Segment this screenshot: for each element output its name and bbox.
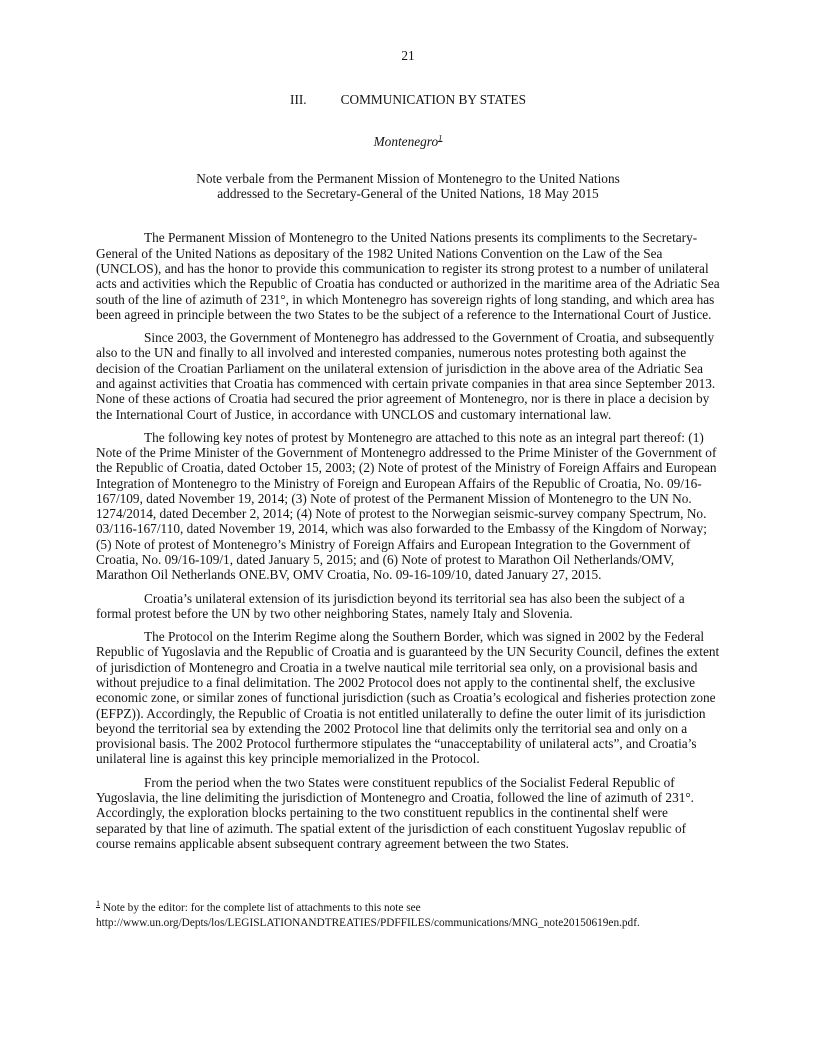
footnote xyxy=(96,901,720,930)
paragraph-key-notes-of-protest: The following key notes of protest by Montenegro are attached to this note as an integral part thereof: (1) Note of the Prime Minister of the Government of Montenegro addressed to the Prime Minister of the Government of the Republic of Croatia, dated October 15, 2003; (2) Note of protest of the Ministry of Foreign Affairs and European Integration of Montenegro to the Ministry of Foreign and European Affairs of the Republic of Croatia, No. 09/16-167/109, dated November 19, 2014; (3) Note of protest of the Permanent Mission of Montenegro to the UN No. 1274/2014, dated December 2, 2014; (4) Note of protest to the Norwegian seismic-survey company Spectrum, No. 03/116-167/110, dated November 19, 2014, which was also forwarded to the Embassy of the Kingdom of Norway; (5) Note of protest of Montenegro’s Ministry of Foreign Affairs and European Integration to the Government of Croatia, No. 09/16-109/1, dated January 5, 2015; and (6) Note of protest to Marathon Oil Netherlands/OMV, Marathon Oil Netherlands ONE.BV, OMV Croatia, No. 09-16-109/10, dated January 27, 2015. xyxy=(96,429,717,583)
footnote-reference-mark: 1 xyxy=(438,132,443,143)
country-heading xyxy=(96,134,720,149)
note-verbale-title xyxy=(96,171,720,202)
paragraph-2002-protocol: The Protocol on the Interim Regime along the Southern Border, which was signed in 2002 by the Federal Republic of Yugoslavia and the Republic of Croatia and is guaranteed by the UN Security Council, defines the extent of jurisdiction of Montenegro and Croatia in a twelve nautical mile territorial sea only, on a provisional basis and without prejudice to a final delimitation. The 2002 Protocol does not apply to the continental shelf, the exclusive economic zone, or similar zones of functional jurisdiction (such as Croatia’s ecological and fisheries protection zone (EFPZ)). Accordingly, the Republic of Croatia is not entitled unilaterally to define the outer limit of its jurisdiction beyond the territorial sea by extending the 2002 Protocol line that delimits only the territorial sea and only on a provisional basis. The 2002 Protocol furthermore stipulates the “unacceptability of unilateral acts”, and Croatia’s unilateral line is against this key principle memorialized in the Protocol. xyxy=(96,629,720,767)
country-name: Montenegro xyxy=(373,133,439,149)
footnote-url: http://www.un.org/Depts/los/LEGISLATIONANDTREATIES/PDFFILES/communications/MNG_note20150619en.pdf. xyxy=(96,916,640,929)
footnote-text: Note by the editor: for the complete list of attachments to this note see xyxy=(102,902,421,914)
section-heading xyxy=(96,92,720,107)
paragraph-italy-slovenia-protest: Croatia’s unilateral extension of its jurisdiction beyond its territorial sea has also been the subject of a formal protest before the UN by two other neighboring States, namely Italy and Slovenia. xyxy=(96,590,685,621)
paragraph-constituent-republics: From the period when the two States were constituent republics of the Socialist Federal Republic of Yugoslavia, the line delimiting the jurisdiction of Montenegro and Croatia, followed the line of azimuth of 231°. Accordingly, the exploration blocks pertaining to the two constituent republics in the continental shelf were separated by that line of azimuth. The spatial extent of the jurisdiction of each constituent Yugoslav republic of course remains applicable absent subsequent contrary agreement between the two States. xyxy=(96,774,695,851)
page-number: 21 xyxy=(401,48,415,63)
footnote-number: 1 xyxy=(96,899,101,909)
paragraph-compliments: The Permanent Mission of Montenegro to the United Nations presents its compliments to the Secretary-General of the United Nations as depositary of the 1982 United Nations Convention on the Law of the Sea (UNCLOS), and has the honor to provide this communication to register its strong protest to a number of unilateral acts and activities which the Republic of Croatia has conducted or authorized in the maritime area of the Adriatic Sea south of the line of azimuth of 231°, in which Montenegro has sovereign rights of long standing, and which area has been agreed in principle between the two States to be the subject of a reference to the International Court of Justice. xyxy=(96,230,720,322)
paragraph-since-2003: Since 2003, the Government of Montenegro has addressed to the Government of Croatia, and subsequently also to the UN and finally to all involved and interested companies, numerous notes protesting both against the decision of the Croatian Parliament on the unilateral extension of jurisdiction in the above area of the Adriatic Sea and against activities that Croatia has commenced with certain private companies in that area since September 2013. None of these actions of Croatia had secured the prior agreement of Montenegro, nor is there in place a decision by the International Court of Justice, in accordance with UNCLOS and customary international law. xyxy=(96,330,716,422)
note-verbale-title-line1: Note verbale from the Permanent Mission of Montenegro to the United Nations xyxy=(196,170,620,186)
section-numeral: III. xyxy=(290,92,307,108)
note-verbale-title-line2: addressed to the Secretary-General of the United Nations, 18 May 2015 xyxy=(217,186,599,202)
section-title: COMMUNICATION BY STATES xyxy=(340,92,526,108)
